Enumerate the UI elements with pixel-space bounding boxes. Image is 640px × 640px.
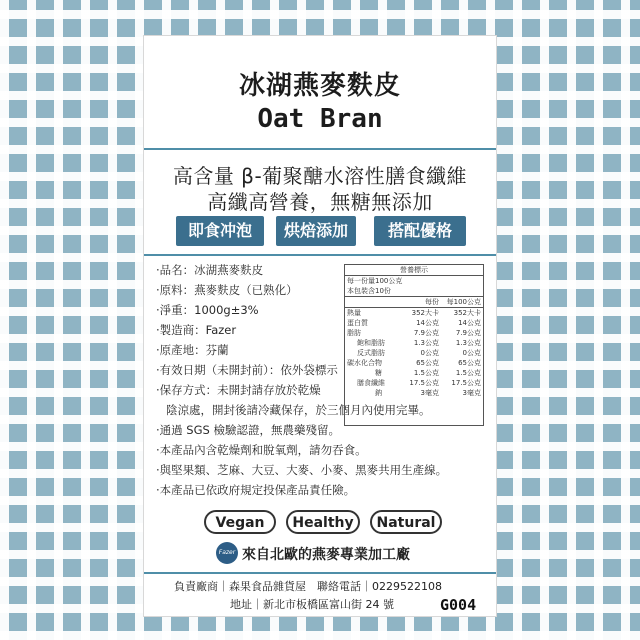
footer-divider bbox=[144, 572, 496, 574]
spec-origin: ‧原產地：芬蘭 bbox=[156, 343, 229, 357]
footer-address: 地址｜新北市板橋區富山街 24 號 bbox=[230, 598, 394, 611]
spec-manufacturer: ‧製造商：Fazer bbox=[156, 323, 237, 337]
nutrition-row bbox=[345, 388, 483, 398]
product-title-english: Oat Bran bbox=[257, 104, 383, 134]
nutrition-serving-size: 每一份量100公克 bbox=[347, 277, 403, 285]
spec-sgs: ‧通過 SGS 檢驗認證，無農藥殘留。 bbox=[156, 423, 340, 437]
nutrition-item: 膳食纖維 bbox=[357, 379, 385, 387]
nutrition-item: 蛋白質 bbox=[347, 319, 368, 327]
nutrition-item: 飽和脂肪 bbox=[357, 339, 385, 347]
badge-natural: Natural bbox=[370, 510, 442, 534]
nutrition-item: 熱量 bbox=[347, 309, 361, 317]
nutrition-col-per-100g: 每100公克 bbox=[446, 298, 481, 306]
usage-pill-baking: 烘焙添加 bbox=[276, 216, 356, 246]
badge-healthy: Healthy bbox=[286, 510, 360, 534]
nutrition-value-100g: 352大卡 bbox=[453, 309, 481, 317]
spec-ingredients: ‧原料：燕麥麩皮（已熟化） bbox=[156, 283, 298, 297]
nutrition-row bbox=[345, 318, 483, 328]
footer-contact: 負責廠商｜森果食品雜貨屋 聯絡電話｜0229522108 bbox=[174, 580, 442, 593]
spec-insurance: ‧本產品已依政府規定投保產品責任險。 bbox=[156, 483, 356, 497]
nutrition-value-serving: 1.5公克 bbox=[413, 369, 439, 377]
nutrition-row bbox=[345, 348, 483, 358]
nutrition-value-serving: 65公克 bbox=[416, 359, 439, 367]
tagline-fiber: 高含量 β-葡聚醣水溶性膳食纖維 bbox=[172, 164, 468, 188]
nutrition-row bbox=[345, 308, 483, 318]
body-divider bbox=[144, 254, 496, 256]
nutrition-value-serving: 1.3公克 bbox=[413, 339, 439, 347]
product-code: G004 bbox=[440, 596, 477, 614]
spec-storage-continued: 陰涼處，開封後請冷藏保存，於三個月內使用完畢。 bbox=[166, 403, 431, 417]
nutrition-column-headers bbox=[345, 297, 483, 308]
nutrition-value-serving: 3毫克 bbox=[420, 389, 439, 397]
nutrition-value-100g: 14公克 bbox=[458, 319, 481, 327]
fazer-logo: Fazer bbox=[216, 542, 238, 564]
nutrition-row bbox=[345, 338, 483, 348]
nutrition-value-100g: 7.9公克 bbox=[455, 329, 481, 337]
spec-name: ‧品名：冰湖燕麥麩皮 bbox=[156, 263, 264, 277]
spec-allergen: ‧與堅果類、芝麻、大豆、大麥、小麥、黑麥共用生產線。 bbox=[156, 463, 448, 477]
tagline-nutrition: 高纖高營養，無糖無添加 bbox=[207, 190, 433, 214]
nutrition-value-serving: 17.5公克 bbox=[409, 379, 439, 387]
spec-storage: ‧保存方式：未開封請存放於乾燥 bbox=[156, 383, 321, 397]
nutrition-value-100g: 65公克 bbox=[458, 359, 481, 367]
nutrition-value-100g: 3毫克 bbox=[462, 389, 481, 397]
product-title-chinese: 冰湖燕麥麩皮 bbox=[238, 71, 401, 101]
nutrition-row bbox=[345, 368, 483, 378]
product-label-card bbox=[144, 36, 496, 616]
nutrition-item: 碳水化合物 bbox=[347, 359, 382, 367]
nutrition-row bbox=[345, 328, 483, 338]
nutrition-facts-table bbox=[344, 264, 484, 426]
nutrition-row bbox=[345, 358, 483, 368]
header-divider bbox=[144, 148, 496, 150]
nutrition-value-100g: 1.3公克 bbox=[455, 339, 481, 347]
nutrition-value-100g: 17.5公克 bbox=[451, 379, 481, 387]
nutrition-value-100g: 0公克 bbox=[462, 349, 481, 357]
nutrition-item: 糖 bbox=[375, 369, 382, 377]
badge-vegan: Vegan bbox=[204, 510, 276, 534]
nutrition-header: 營養標示 bbox=[345, 265, 483, 276]
nutrition-value-serving: 7.9公克 bbox=[413, 329, 439, 337]
nutrition-value-serving: 14公克 bbox=[416, 319, 439, 327]
nutrition-value-serving: 352大卡 bbox=[411, 309, 439, 317]
nutrition-servings: 本包裝含10份 bbox=[345, 286, 483, 297]
nutrition-value-serving: 0公克 bbox=[420, 349, 439, 357]
nutrition-row bbox=[345, 378, 483, 388]
usage-pill-yogurt: 搭配優格 bbox=[374, 216, 466, 246]
spec-net-weight: ‧淨重：1000g±3% bbox=[156, 303, 259, 317]
usage-pill-instant: 即食冲泡 bbox=[176, 216, 264, 246]
origin-text: 來自北歐的燕麥專業加工廠 bbox=[242, 547, 410, 563]
spec-expiry: ‧有效日期（未開封前）：依外袋標示 bbox=[156, 363, 338, 377]
nutrition-value-100g: 1.5公克 bbox=[455, 369, 481, 377]
spec-desiccant: ‧本產品內含乾燥劑和脫氧劑，請勿吞食。 bbox=[156, 443, 367, 457]
nutrition-col-per-serving: 每份 bbox=[425, 298, 439, 306]
label-header bbox=[144, 36, 496, 150]
nutrition-item: 反式脂肪 bbox=[357, 349, 385, 357]
nutrition-item: 鈉 bbox=[375, 389, 382, 397]
nutrition-item: 脂肪 bbox=[347, 329, 361, 337]
